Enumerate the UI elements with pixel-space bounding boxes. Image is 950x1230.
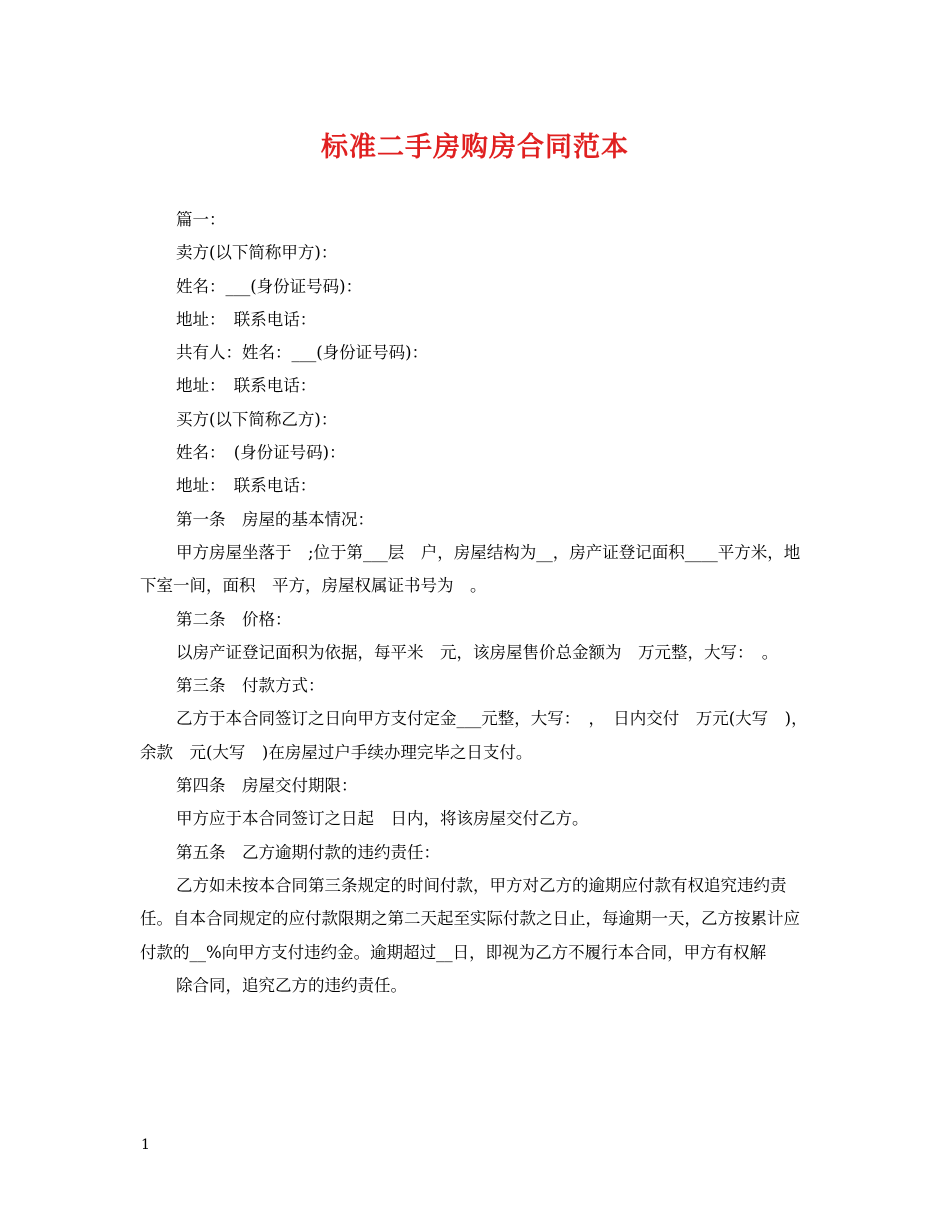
paragraph: 甲方应于本合同签订之日起 日内，将该房屋交付乙方。 (176, 809, 589, 829)
paragraph: 共有人：姓名：___(身份证号码)： (176, 343, 429, 363)
paragraph: 卖方(以下简称甲方)： (176, 243, 338, 263)
paragraph: 买方(以下简称乙方)： (176, 409, 338, 429)
paragraph: 除合同，追究乙方的违约责任。 (176, 975, 407, 995)
document-body (140, 203, 812, 1002)
paragraph: 乙方如未按本合同第三条规定的时间付款，甲方对乙方的逾期应付款有权追究违约责任。自本合同规定的应付款限期之第二天起至实际付款之日止，每逾期一天，乙方按累计应付款的__%向甲方支付违约金。逾期超过__日，即视为乙方不履行本合同，甲方有权解 (140, 875, 800, 962)
article-heading: 第二条 价格： (176, 609, 292, 629)
page-number: 1 (141, 1137, 150, 1153)
article-heading: 第四条 房屋交付期限： (176, 776, 358, 796)
paragraph: 以房产证登记面积为依据，每平米 元，该房屋售价总金额为 万元整，大写： 。 (176, 642, 779, 662)
paragraph: 地址： 联系电话： (176, 476, 317, 496)
article-heading: 第五条 乙方逾期付款的违约责任： (176, 842, 440, 862)
paragraph: 篇一： (176, 210, 226, 229)
article-heading: 第三条 付款方式： (176, 676, 325, 696)
paragraph: 地址： 联系电话： (176, 376, 317, 396)
paragraph: 地址： 联系电话： (176, 309, 317, 329)
paragraph: 甲方房屋坐落于 ;位于第___层 户，房屋结构为__，房产证登记面积____平方米，地下室一间，面积 平方，房屋权属证书号为 。 (140, 542, 801, 596)
paragraph: 乙方于本合同签订之日向甲方支付定金___元整，大写： ， 日内交付 万元(大写 )，余款 元(大写 )在房屋过户手续办理完毕之日支付。 (140, 709, 808, 762)
document-title: 标准二手房购房合同范本 (321, 132, 629, 163)
article-heading: 第一条 房屋的基本情况： (176, 509, 374, 529)
paragraph: 姓名：___(身份证号码)： (176, 276, 363, 296)
paragraph: 姓名： (身份证号码)： (176, 443, 346, 463)
